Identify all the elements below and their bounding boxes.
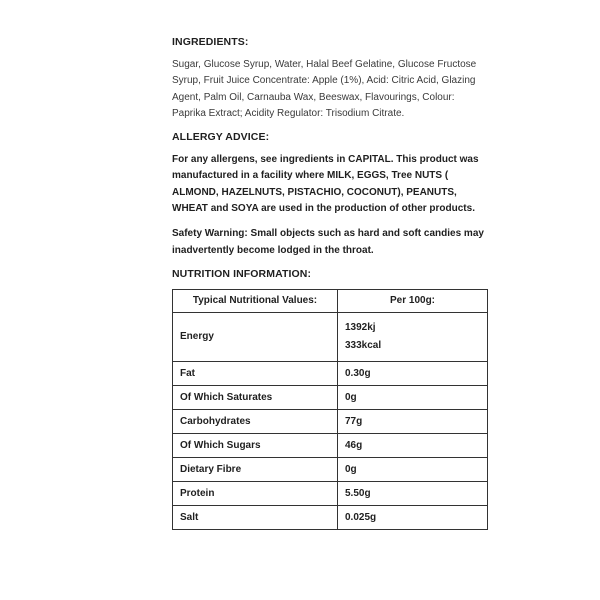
row-label: Salt (173, 505, 338, 529)
column-header-values: Typical Nutritional Values: (173, 289, 338, 312)
row-label: Carbohydrates (173, 409, 338, 433)
row-value: 5.50g (338, 481, 488, 505)
ingredients-text: Sugar, Glucose Syrup, Water, Halal Beef Gelatine, Glucose Fructose Syrup, Fruit Juice Concentrate: Apple (1%), Acid: Citric Acid, Glazing Agent, Palm Oil, Carnauba Wax, Beeswax, Flavourings, Colour: Paprika Extract; Acidity Regulator: Trisodium Citrate. (172, 59, 477, 119)
row-value: 46g (338, 433, 488, 457)
table-row (173, 505, 488, 529)
energy-kcal: 333kcal (345, 339, 382, 351)
row-value: 0.30g (338, 361, 488, 385)
table-row (173, 385, 488, 409)
energy-kj: 1392kj (345, 321, 376, 333)
table-row (173, 361, 488, 385)
table-header-row (173, 289, 488, 312)
allergy-heading: ALLERGY ADVICE: (172, 131, 270, 144)
nutrition-heading: NUTRITION INFORMATION: (172, 267, 312, 280)
column-header-per-100g: Per 100g: (338, 289, 488, 312)
row-label: Protein (173, 481, 338, 505)
ingredients-heading: INGREDIENTS: (172, 36, 249, 48)
energy-value-cell (338, 312, 488, 361)
row-value: 77g (338, 409, 488, 433)
row-value: 0g (338, 457, 488, 481)
allergy-text: For any allergens, see ingredients in CAPITAL. This product was manufactured in a facility where MILK, EGGS, Tree NUTS ( ALMOND, HAZELNUTS, PISTACHIO, COCONUT), PEANUTS, WHEAT and SOYA are used in the production of other products. (172, 154, 479, 215)
energy-label: Energy (173, 312, 338, 361)
table-row (173, 457, 488, 481)
row-value: 0.025g (338, 505, 488, 529)
nutrition-table (172, 289, 488, 530)
row-label: Of Which Saturates (173, 385, 338, 409)
row-value: 0g (338, 385, 488, 409)
table-row (173, 433, 488, 457)
row-label: Fat (173, 361, 338, 385)
table-row (173, 409, 488, 433)
table-row-energy (173, 312, 488, 361)
safety-warning: Safety Warning: Small objects such as hard and soft candies may inadvertently become lodged in the throat. (172, 228, 484, 256)
row-label: Dietary Fibre (173, 457, 338, 481)
row-label: Of Which Sugars (173, 433, 338, 457)
table-row (173, 481, 488, 505)
nutrition-label-document (172, 36, 490, 530)
